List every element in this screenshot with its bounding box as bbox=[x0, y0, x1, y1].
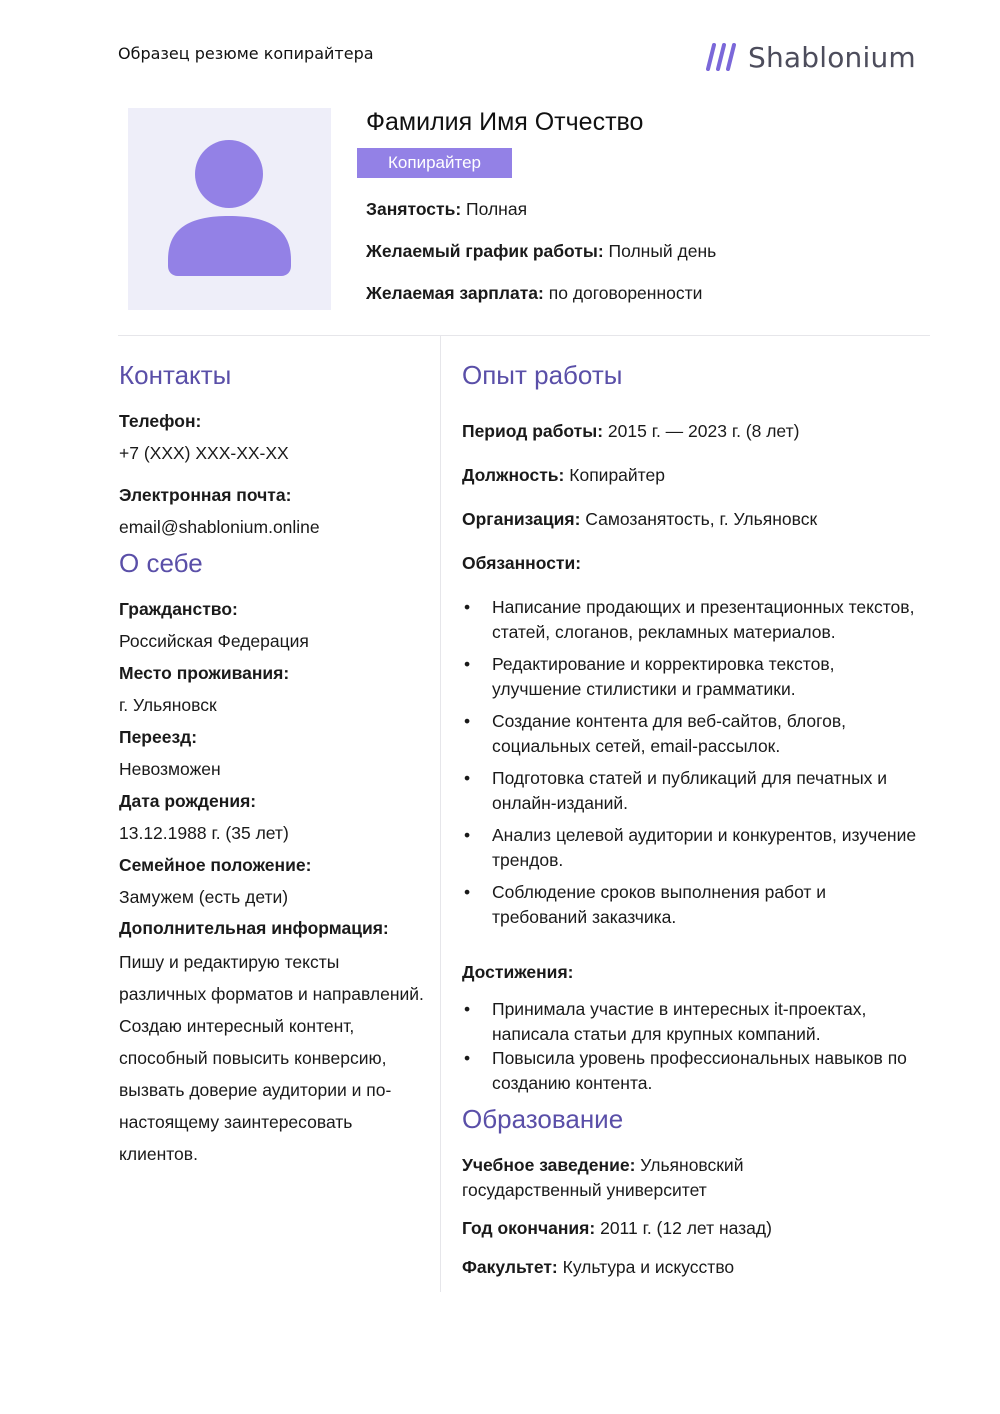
extra-info-text: Пишу и редактирую тексты различных форматов и направлений. Создаю интересный контент, способный повысить конверсию, вызвать доверие аудитории и по-настоящему заинтересовать клиентов. bbox=[119, 952, 424, 1164]
faculty-label: Факультет: bbox=[462, 1257, 558, 1277]
schedule-row bbox=[366, 241, 716, 262]
period-value: 2015 г. — 2023 г. (8 лет) bbox=[607, 421, 800, 441]
list-item bbox=[462, 1046, 922, 1095]
logo-text: Shablonium bbox=[748, 40, 916, 74]
salary-row bbox=[366, 283, 702, 304]
experience-heading: Опыт работы bbox=[462, 360, 623, 390]
period-label: Период работы: bbox=[462, 421, 604, 441]
list-item bbox=[462, 595, 922, 644]
faculty-value: Культура и искусство bbox=[562, 1257, 735, 1277]
bullet-icon: • bbox=[464, 711, 471, 731]
full-name: Фамилия Имя Отчество bbox=[366, 108, 644, 136]
bullet-icon: • bbox=[464, 1048, 471, 1068]
achievement-text: Принимала участие в интересных it-проектах, написала статьи для крупных компаний. bbox=[492, 999, 867, 1044]
contacts-heading: Контакты bbox=[119, 360, 232, 390]
bullet-icon: • bbox=[464, 768, 471, 788]
bullet-icon: • bbox=[464, 882, 471, 902]
citizenship-label: Гражданство: bbox=[119, 599, 238, 619]
profile-photo bbox=[128, 108, 331, 310]
salary-value: по договоренности bbox=[548, 283, 703, 303]
duties-list bbox=[462, 595, 922, 937]
duty-text: Анализ целевой аудитории и конкурентов, изучение трендов. bbox=[492, 825, 917, 870]
list-item bbox=[462, 709, 922, 758]
duty-text: Соблюдение сроков выполнения работ и требований заказчика. bbox=[492, 882, 827, 927]
school-value: Ульяновский государственный университет bbox=[462, 1155, 744, 1200]
extra-info-label: Дополнительная информация: bbox=[119, 918, 389, 938]
employment-label: Занятость: bbox=[366, 199, 462, 219]
achievement-text: Повысила уровень профессиональных навыков по созданию контента. bbox=[492, 1048, 907, 1093]
graduation-year-value: 2011 г. (12 лет назад) bbox=[600, 1218, 772, 1238]
birth-date-value: 13.12.1988 г. (35 лет) bbox=[119, 823, 289, 843]
bullet-icon: • bbox=[464, 999, 471, 1019]
horizontal-divider bbox=[118, 335, 930, 336]
relocation-label: Переезд: bbox=[119, 727, 198, 747]
faculty-row bbox=[462, 1255, 882, 1280]
residence-value: г. Ульяновск bbox=[119, 695, 217, 715]
birth-date-label: Дата рождения: bbox=[119, 791, 257, 811]
email-value: email@shablonium.online bbox=[119, 517, 320, 537]
achievements-list bbox=[462, 997, 922, 1095]
job-position-value: Копирайтер bbox=[569, 465, 665, 485]
job-position-label: Должность: bbox=[462, 465, 565, 485]
brand-logo[interactable] bbox=[706, 40, 916, 74]
list-item bbox=[462, 880, 922, 929]
duty-text: Написание продающих и презентационных текстов, статей, слоганов, рекламных материалов. bbox=[492, 597, 915, 642]
list-item bbox=[462, 997, 922, 1046]
residence-label: Место проживания: bbox=[119, 663, 290, 683]
email-label: Электронная почта: bbox=[119, 485, 292, 505]
school-label: Учебное заведение: bbox=[462, 1155, 636, 1175]
job-position-row bbox=[462, 465, 665, 486]
family-status-label: Семейное положение: bbox=[119, 855, 312, 875]
bullet-icon: • bbox=[464, 597, 471, 617]
duties-label: Обязанности: bbox=[462, 553, 582, 573]
document-title: Образец резюме копирайтера bbox=[118, 44, 374, 63]
achievements-label: Достижения: bbox=[462, 962, 574, 982]
organization-row bbox=[462, 509, 817, 530]
graduation-year-row bbox=[462, 1216, 882, 1241]
employment-value: Полная bbox=[466, 199, 528, 219]
school-row bbox=[462, 1153, 882, 1203]
about-heading: О себе bbox=[119, 548, 203, 578]
organization-value: Самозанятость, г. Ульяновск bbox=[585, 509, 818, 529]
duty-text: Создание контента для веб-сайтов, блогов, социальных сетей, email-рассылок. bbox=[492, 711, 847, 756]
phone-label: Телефон: bbox=[119, 411, 202, 431]
list-item bbox=[462, 823, 922, 872]
period-row bbox=[462, 421, 799, 442]
duties-heading bbox=[462, 553, 581, 574]
list-item bbox=[462, 652, 922, 701]
organization-label: Организация: bbox=[462, 509, 581, 529]
vertical-divider bbox=[440, 336, 441, 1292]
slashes-logo-icon bbox=[706, 42, 740, 72]
position-badge: Копирайтер bbox=[357, 148, 512, 178]
employment-row bbox=[366, 199, 527, 220]
list-item bbox=[462, 766, 922, 815]
relocation-value: Невозможен bbox=[119, 759, 221, 779]
phone-value: +7 (XXX) XXX-XX-XX bbox=[119, 443, 289, 463]
family-status-value: Замужем (есть дети) bbox=[119, 887, 289, 907]
schedule-value: Полный день bbox=[608, 241, 717, 261]
avatar-placeholder-icon bbox=[128, 108, 331, 310]
education-heading: Образование bbox=[462, 1104, 624, 1134]
bullet-icon: • bbox=[464, 654, 471, 674]
citizenship-value: Российская Федерация bbox=[119, 631, 309, 651]
duty-text: Подготовка статей и публикаций для печатных и онлайн-изданий. bbox=[492, 768, 888, 813]
bullet-icon: • bbox=[464, 825, 471, 845]
achievements-heading bbox=[462, 962, 573, 983]
graduation-year-label: Год окончания: bbox=[462, 1218, 596, 1238]
schedule-label: Желаемый график работы: bbox=[366, 241, 604, 261]
duty-text: Редактирование и корректировка текстов, улучшение стилистики и грамматики. bbox=[492, 654, 835, 699]
salary-label: Желаемая зарплата: bbox=[366, 283, 544, 303]
